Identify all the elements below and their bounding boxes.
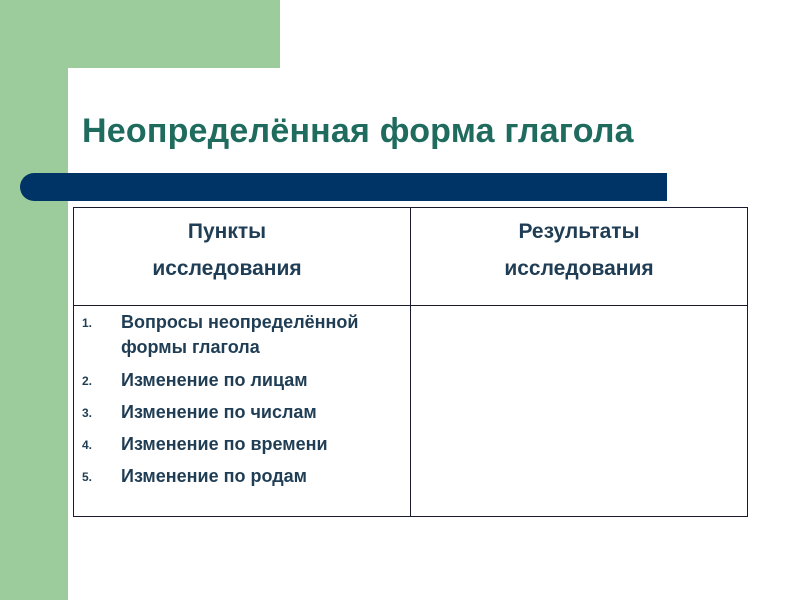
header-research-results (411, 208, 748, 306)
header-left-line2: исследования (152, 257, 302, 280)
list-item-number: 1. (82, 316, 93, 330)
list-item-number: 5. (82, 470, 93, 484)
research-points-cell (74, 306, 411, 517)
list-item (74, 432, 410, 456)
table-body-row (74, 306, 748, 517)
green-top-decoration (0, 0, 280, 68)
header-right-line2: исследования (504, 257, 654, 280)
list-item-text: Изменение по числам (121, 402, 317, 422)
green-sidebar-decoration (0, 0, 68, 600)
research-results-cell (411, 306, 748, 517)
research-points-list (74, 310, 410, 488)
header-left-line1: Пункты (187, 220, 267, 243)
list-item-text: Вопросы неопределённой формы глагола (121, 312, 359, 357)
list-item (74, 400, 410, 424)
list-item-text: Изменение по лицам (121, 370, 308, 390)
table-header-row (74, 208, 748, 306)
list-item-number: 3. (82, 406, 93, 420)
research-table (73, 207, 748, 517)
list-item (74, 310, 410, 360)
list-item-text: Изменение по родам (121, 466, 307, 486)
list-item-number: 2. (82, 374, 93, 388)
header-research-points (74, 208, 411, 306)
list-item-text: Изменение по времени (121, 434, 328, 454)
list-item (74, 464, 410, 488)
header-right-line1: Результаты (518, 220, 640, 243)
list-item-number: 4. (82, 438, 93, 452)
title-underline-bar (20, 173, 667, 201)
slide-title: Неопределённая форма глагола (82, 112, 634, 150)
list-item (74, 368, 410, 392)
